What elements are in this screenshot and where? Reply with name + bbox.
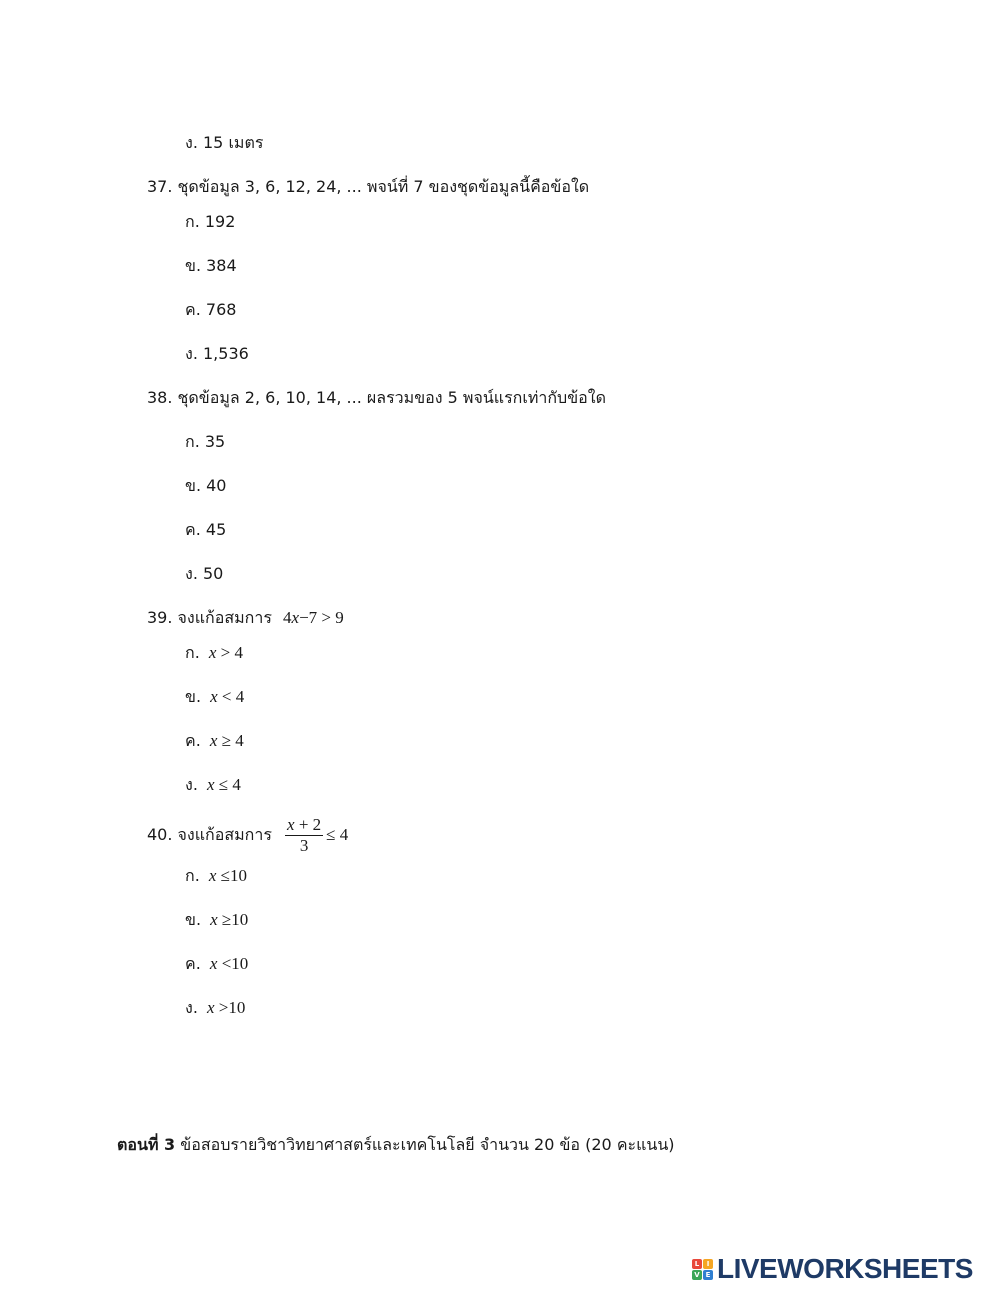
relation: >10 [214,998,246,1017]
relation: <10 [217,954,249,973]
option-label: ค. [185,954,201,973]
variable: x [208,866,217,885]
q37-option-d [185,344,249,364]
option-label: ก. [185,643,200,662]
fraction-expression [285,815,323,856]
variable: x [207,998,215,1017]
inequality-expression [283,608,344,627]
option-label: ค. [185,520,201,539]
option-label: ข. [185,687,202,706]
q40-option-c [185,954,248,974]
option-text: 35 [204,432,226,451]
coefficient: 4 [283,608,292,627]
variable: x [209,731,218,750]
relation: ≥ 4 [217,731,244,750]
variable: x [207,775,215,794]
variable: x [208,643,217,662]
relation: ≤ 4 [326,825,349,844]
question-39 [147,608,344,628]
q40-option-b [185,910,248,930]
option-label: ค. [185,731,201,750]
variable: x [209,954,218,973]
option-expression [209,643,243,662]
q38-option-d [185,564,223,584]
logo-text: LIVEWORKSHEETS [717,1253,973,1284]
option-text: 40 [206,476,227,495]
variable: x [291,608,300,627]
logo-tile: I [703,1259,713,1269]
numerator-rest: + 2 [294,815,322,834]
logo-tile: E [703,1270,713,1280]
fraction-numerator [285,815,323,836]
q37-option-a [185,212,235,232]
option-text: 768 [205,300,237,319]
relation: ≤ 4 [214,775,241,794]
relation: > 4 [216,643,244,662]
option-text: 15 เมตร [203,133,264,152]
option-label: ง. [185,344,198,363]
option-label: ข. [185,910,202,929]
option-label: ก. [185,212,200,231]
option-text: 45 [205,520,227,539]
question-38 [147,388,606,408]
q37-option-c [185,300,236,320]
question-40 [147,814,348,856]
logo-tile: V [692,1270,702,1280]
option-expression [207,775,241,794]
option-label: ง. [185,998,198,1017]
option-label: ง. [185,133,198,152]
variable: x [210,687,218,706]
logo-mark-icon [692,1259,713,1280]
option-prev-d [185,133,263,153]
question-text: จงแก้อสมการ [177,608,272,627]
option-expression [210,954,248,973]
q38-option-a [185,432,225,452]
option-text: 50 [203,564,224,583]
variable: x [210,910,218,929]
option-expression [210,910,248,929]
logo-tile: L [692,1259,702,1269]
question-number: 38. [147,388,173,407]
option-text: 192 [204,212,236,231]
question-number: 37. [147,177,173,196]
question-text: จงแก้อสมการ [177,825,272,844]
section-description: ข้อสอบรายวิชาวิทยาศาสตร์และเทคโนโลยี จำนวน 20 ข้อ (20 คะแนน) [180,1135,675,1154]
option-label: ข. [185,256,202,275]
option-label: ข. [185,476,202,495]
fraction-denominator: 3 [299,836,309,855]
q39-option-d [185,775,241,795]
liveworksheets-logo [692,1254,973,1284]
question-37 [147,177,589,197]
option-label: ก. [185,866,200,885]
option-expression [207,998,245,1017]
q39-option-c [185,731,244,751]
option-label: ค. [185,300,201,319]
option-expression [209,866,247,885]
section-heading [117,1135,675,1155]
variable: x [287,815,295,834]
question-number: 39. [147,608,173,627]
question-text: ชุดข้อมูล 3, 6, 12, 24, ... พจน์ที่ 7 ของชุดข้อมูลนี้คือข้อใด [177,177,590,196]
q39-option-b [185,687,244,707]
option-expression [210,731,244,750]
q38-option-c [185,520,226,540]
option-label: ก. [185,432,200,451]
option-label: ง. [185,564,198,583]
section-label: ตอนที่ 3 [117,1135,176,1154]
option-text: 384 [206,256,237,275]
question-number: 40. [147,825,173,844]
relation: ≥10 [217,910,249,929]
option-text: 1,536 [203,344,249,363]
option-label: ง. [185,775,198,794]
q39-option-a [185,643,243,663]
relation: < 4 [217,687,245,706]
q40-option-d [185,998,245,1018]
q37-option-b [185,256,237,276]
q38-option-b [185,476,226,496]
relation: ≤10 [216,866,248,885]
q40-option-a [185,866,247,886]
expression-rest: −7 > 9 [299,608,344,627]
option-expression [210,687,244,706]
question-text: ชุดข้อมูล 2, 6, 10, 14, ... ผลรวมของ 5 พจน์แรกเท่ากับข้อใด [177,388,606,407]
